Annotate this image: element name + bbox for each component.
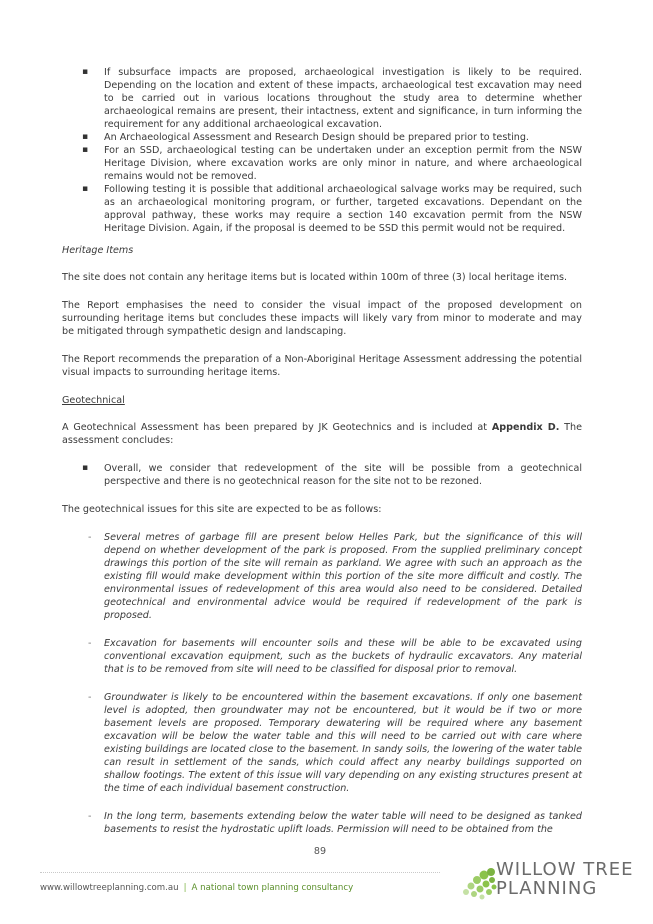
footer-divider — [40, 872, 440, 873]
quote-item: - Excavation for basements will encounter soils and these will be able to be excavated using conventional excavation equipment, such as the buckets of hydraulic excavators. Any material that is to be removed from site will need to be classified for disposal prior to removal. — [62, 637, 582, 676]
list-item: ▪ Following testing it is possible that additional archaeological salvage works may be required, such as an archaeological monitoring program, or further, targeted excavations. Dependant on the approval pathway, these works may require a section 140 excavation permit from the NSW Heritage Division. Again, if the proposal is deemed to be SSD this permit would not be required. — [62, 183, 582, 235]
quote-item: - Groundwater is likely to be encountered within the basement excavations. If only one basement level is adopted, then groundwater may not be encountered, but it would be if two or more basement levels are proposed. Temporary dewatering will be required where any basement excavation will be below the water table and this will need to be carried out with care where existing buildings are located close to the basement. In sandy soils, the lowering of the water table can result in settlement of the sands, which could affect any nearby buildings supported on shallow footings. The extent of this issue will vary depending on any existing structures present at the time of each individual basement construction. — [62, 691, 582, 795]
intro-text: A Geotechnical Assessment has been prepared by JK Geotechnics and is included at — [62, 422, 492, 433]
geotech-issues-intro: The geotechnical issues for this site are expected to be as follows: — [62, 504, 382, 515]
intro-text-end: The assessment concludes: — [62, 422, 582, 446]
quote-item: - Several metres of garbage fill are present below Helles Park, but the significance of this will depend on whether development of the park is proposed. From the supplied preliminary concept drawings this portion of the site will remain as parkland. We agree with such an approach as the existing fill would make development within this portion of the site more difficult and costly. The environmental issues of redevelopment of this area would also need to be considered. Detailed geotechnical and environmental advice would be required if redevelopment of the park is proposed. — [62, 531, 582, 622]
geotechnical-heading: Geotechnical — [62, 395, 125, 406]
appendix-reference: Appendix D. — [491, 422, 560, 433]
quote-item: - In the long term, basements extending below the water table will need to be designed as tanked basements to resist the hydrostatic uplift loads. Permission will need to be obtained from the — [62, 810, 582, 836]
heritage-paragraph-1: The site does not contain any heritage items but is located within 100m of three (3) local heritage items. — [62, 272, 568, 283]
footer-separator: | — [183, 883, 187, 893]
list-item: ▪ For an SSD, archaeological testing can be undertaken under an exception permit from the NSW Heritage Division, where excavation works are only minor in nature, and where archaeological remains would not be removed. — [62, 144, 582, 183]
company-logo — [496, 860, 633, 898]
logo-line-2: PLANNING — [496, 878, 598, 899]
geotech-conclusion-list — [62, 462, 582, 488]
heritage-paragraph-2: The Report emphasises the need to consider the visual impact of the proposed development on surrounding heritage items but concludes these impacts will likely vary from minor to moderate and may be mitigated through sympathetic design and landscaping. — [62, 300, 582, 337]
website-link[interactable]: www.willowtreeplanning.com.au — [40, 883, 179, 893]
list-item: ▪ Overall, we consider that redevelopment of the site will be possible from a geotechnical perspective and there is no geotechnical reason for the site not to be rezoned. — [62, 462, 582, 488]
page-number: 89 — [313, 846, 327, 857]
list-item: ▪ An Archaeological Assessment and Research Design should be prepared prior to testing. — [62, 131, 582, 144]
page-content — [62, 66, 582, 851]
footer — [40, 883, 353, 893]
footer-tagline: A national town planning consultancy — [191, 883, 354, 893]
geotechnical-intro — [62, 421, 582, 447]
heritage-paragraph-3: The Report recommends the preparation of a Non-Aboriginal Heritage Assessment addressing the potential visual impacts to surrounding heritage items. — [62, 354, 582, 378]
geotech-issues-list — [62, 531, 582, 836]
logo-line-1: WILLOW TREE — [496, 859, 634, 880]
list-item: ▪ If subsurface impacts are proposed, archaeological investigation is likely to be required. Depending on the location and extent of these impacts, archaeological test excavation may need to be carried out in various locations throughout the study area to determine whether archaeological remains are present, their intactness, extent and significance, in turn informing the requirement for any additional archaeological excavation. — [62, 66, 582, 131]
heritage-heading: Heritage Items — [62, 245, 134, 256]
archaeology-bullet-list — [62, 66, 582, 235]
